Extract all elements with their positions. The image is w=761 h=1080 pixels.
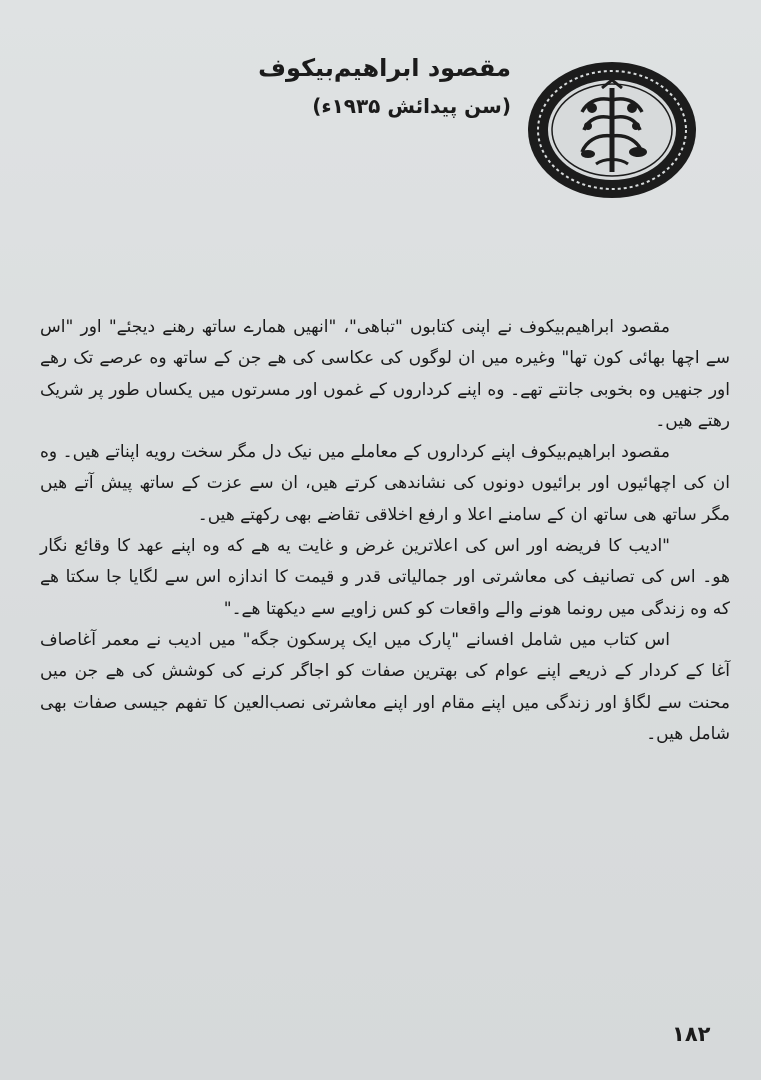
- birth-year-line: (سن پیدائش ۱۹۳۵ء): [312, 94, 511, 118]
- paragraph: اس کتاب میں شامل افسانے "پارک میں ایک پرسکون جگه" میں ادیب نے معمر آغاصاف آغا کے کردار کے ذریعے اپنے عوام کی بهترین صفات کو اجاگر کرنے کی کوشش کی هے جن میں محنت سے لگاؤ اور زندگی میں اپنے مقام اور اپنے معاشرتی نصب‌العین کا تفهم جیسی صفات بھی شامل هیں۔: [40, 629, 730, 744]
- paragraph: "ادیب کا فریضه اور اس کی اعلاترین غرض و غایت یه هے که وه اپنے عهد کا وقائع نگار هو۔ اس کی تصانیف کی معاشرتی اور جمالیاتی قدر و قیمت کا اندازه اس سے لگایا جا سکتا هے که وه زندگی میں رونما هونے والے واقعات کو کس زاویے سے دیکھتا هے۔": [40, 536, 730, 619]
- author-header: [191, 48, 511, 124]
- seal-emblem-icon: [526, 60, 698, 200]
- paragraph: مقصود ابراهیم‌بیکوف نے اپنی کتابوں "تباهی"، "انهیں همارے ساتھ رهنے دیجئے" اور "اس سے اچھا بھائی کون تھا" وغیره میں ان لوگوں کی عکاسی کی هے جن کے ساتھ وه عرصے تک رهے اور جنهیں وه بخوبی جانتے تھے۔ وه اپنے کرداروں کے غموں اور مسرتوں میں یکساں طور پر شریک رهتے هیں۔: [40, 317, 730, 431]
- author-name: مقصود ابراهیم‌بیکوف: [258, 54, 511, 82]
- body-text: [40, 312, 730, 750]
- page-number: ۱۸۲: [672, 1022, 711, 1046]
- paragraph: مقصود ابراهیم‌بیکوف اپنے کرداروں کے معاملے میں نیک دل مگر سخت رویه اپناتے هیں۔ وه ان کی اچھائیوں اور برائیوں دونوں کی نشاندهی کرتے هیں، ان سے عزت کے ساتھ پیش آتے هیں مگر ساتھ هی ساتھ ان کے سامنے اعلا و ارفع اخلاقی تقاضے بھی رکھتے هیں۔: [40, 442, 730, 525]
